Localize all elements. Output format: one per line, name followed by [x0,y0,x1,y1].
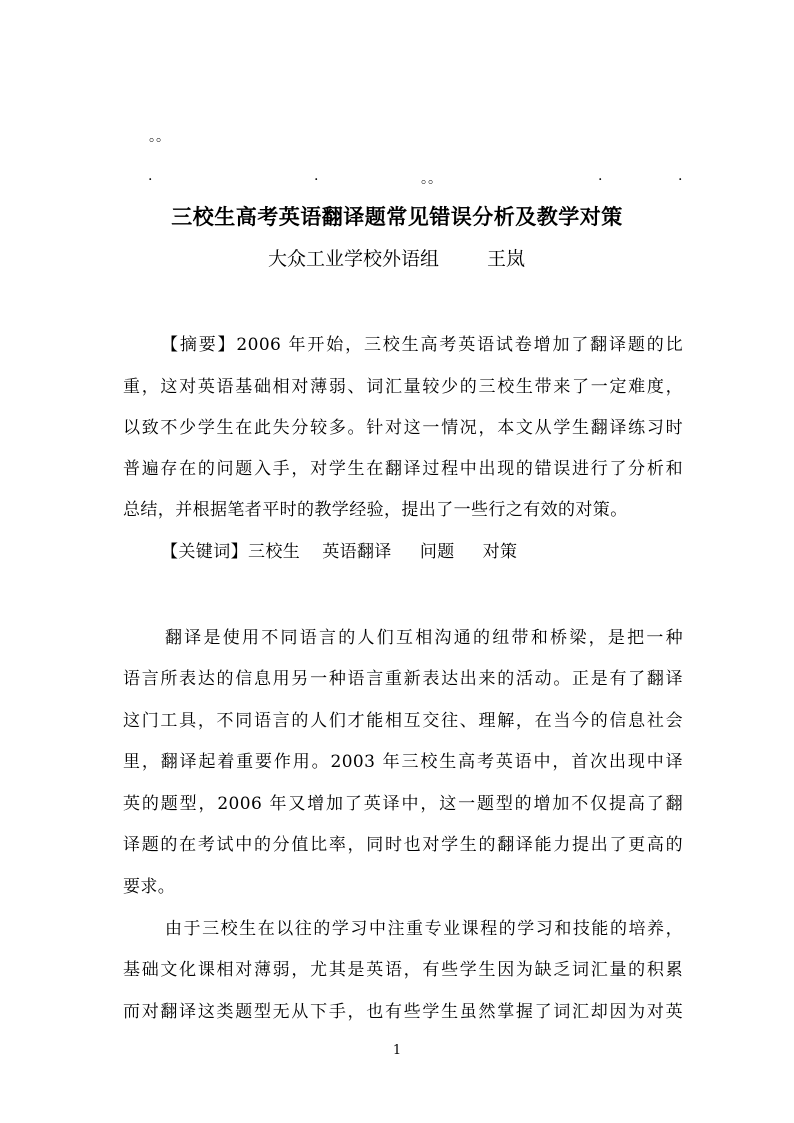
paragraph-line: 里，翻译起着重要作用。2003 年三校生高考英语中，首次出现中译 [123,752,683,772]
paragraph-line: 基础文化课相对薄弱，尤其是英语，有些学生因为缺乏词汇量的积累 [123,960,683,980]
stray-mark-dot: . [314,168,319,184]
abstract-line: 普遍存在的问题入手，对学生在翻译过程中出现的错误进行了分析和 [123,459,683,479]
keyword-item: 英语翻译 [322,542,392,562]
keywords [161,537,721,562]
abstract-line: 以致不少学生在此失分较多。针对这一情况，本文从学生翻译练习时 [123,418,683,438]
stray-mark-top: 。。 [149,129,170,145]
paragraph-line: 译题的在考试中的分值比率，同时也对学生的翻译能力提出了更高的 [123,835,683,855]
keyword-item: 三校生 [248,542,301,562]
paragraph-line: 而对翻译这类题型无从下手，也有些学生虽然掌握了词汇却因为对英 [123,1002,683,1022]
keyword-item: 问题 [419,542,455,562]
abstract-line: 重，这对英语基础相对薄弱、词汇量较少的三校生带来了一定难度， [123,377,683,397]
paragraph-line: 要求。 [123,877,176,897]
stray-mark-dot: . [598,168,603,184]
author-name: 王岚 [487,248,526,270]
paragraph-line: 语言所表达的信息用另一种语言重新表达出来的活动。正是有了翻译 [123,669,683,689]
paragraph-line: 翻译是使用不同语言的人们互相沟通的纽带和桥梁，是把一种 [165,628,683,648]
keywords-label: 【关键词】 [161,542,248,562]
abstract-line: 【摘要】2006 年开始，三校生高考英语试卷增加了翻译题的比 [161,335,683,355]
paragraph-line: 英的题型，2006 年又增加了英译中，这一题型的增加不仅提高了翻 [123,794,683,814]
author-organization: 大众工业学校外语组 [268,248,440,270]
stray-mark-dot: . [148,168,153,184]
paragraph-line: 由于三校生在以往的学习中注重专业课程的学习和技能的培养， [165,919,683,939]
abstract-line: 总结，并根据笔者平时的教学经验，提出了一些行之有效的对策。 [123,500,628,520]
stray-mark-dot: . [678,168,683,184]
stray-mark-circles: 。。 [421,171,442,187]
page-number: 1 [392,1043,402,1058]
keyword-item: 对策 [482,542,518,562]
document-title: 三校生高考英语翻译题常见错误分析及教学对策 [171,204,623,229]
paragraph-line: 这门工具，不同语言的人们才能相互交往、理解，在当今的信息社会 [123,711,683,731]
